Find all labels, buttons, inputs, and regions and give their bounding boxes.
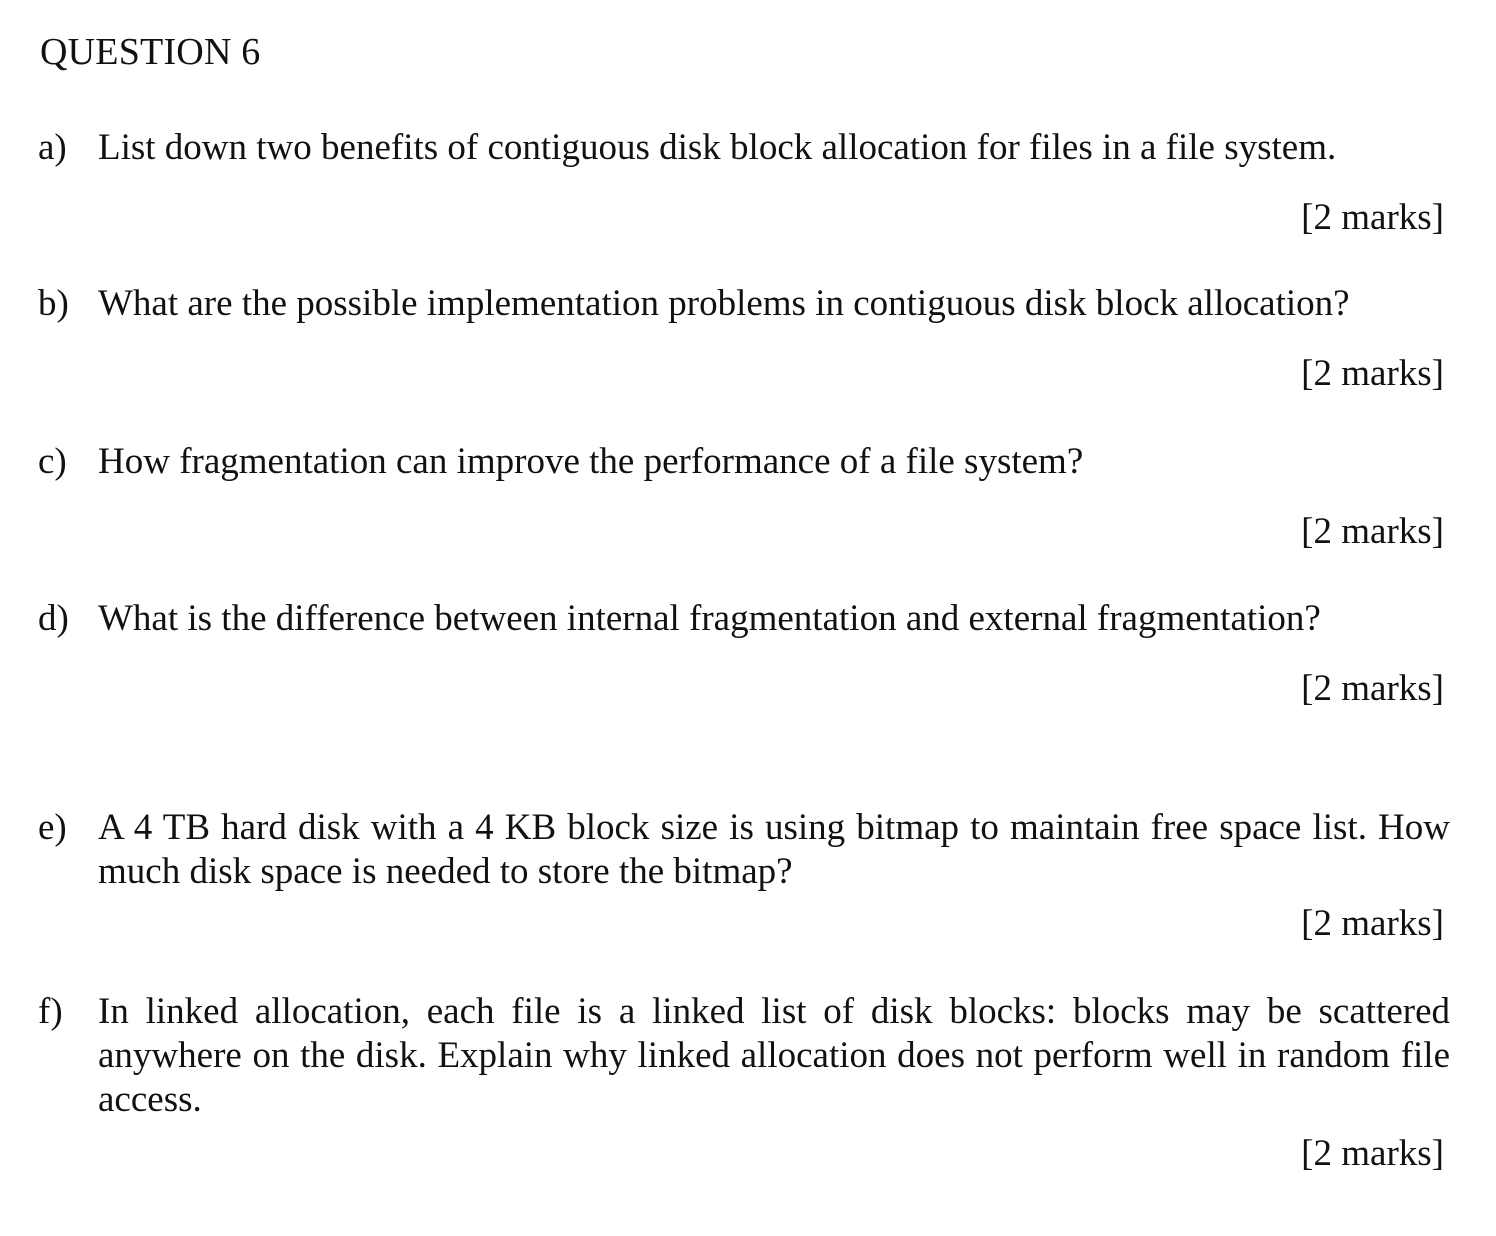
marks-label: [2 marks] — [1301, 668, 1444, 709]
marks-label: [2 marks] — [1301, 511, 1444, 552]
question-heading: QUESTION 6 — [40, 31, 261, 73]
question-label: e) — [38, 807, 67, 848]
marks-label: [2 marks] — [1301, 1133, 1444, 1174]
question-label: d) — [38, 598, 69, 639]
marks-label: [2 marks] — [1301, 903, 1444, 944]
marks-label: [2 marks] — [1301, 353, 1444, 394]
question-label: b) — [38, 283, 69, 324]
question-text: In linked allocation, each file is a linked list of disk blocks: blocks may be scattered anywhere on the disk. Explain why linked allocation does not perform well in random file access. — [98, 991, 1450, 1120]
question-text: List down two benefits of contiguous disk block allocation for files in a file system. — [98, 127, 1337, 168]
question-label: a) — [38, 127, 67, 168]
question-label: c) — [38, 441, 67, 482]
question-text: What is the difference between internal fragmentation and external fragmentation? — [98, 598, 1321, 639]
question-text: A 4 TB hard disk with a 4 KB block size is using bitmap to maintain free space list. How much disk space is needed to store the bitmap? — [98, 807, 1450, 892]
question-text: How fragmentation can improve the performance of a file system? — [98, 441, 1084, 482]
marks-label: [2 marks] — [1301, 197, 1444, 238]
question-text: What are the possible implementation problems in contiguous disk block allocation? — [98, 283, 1350, 324]
question-label: f) — [38, 991, 63, 1032]
